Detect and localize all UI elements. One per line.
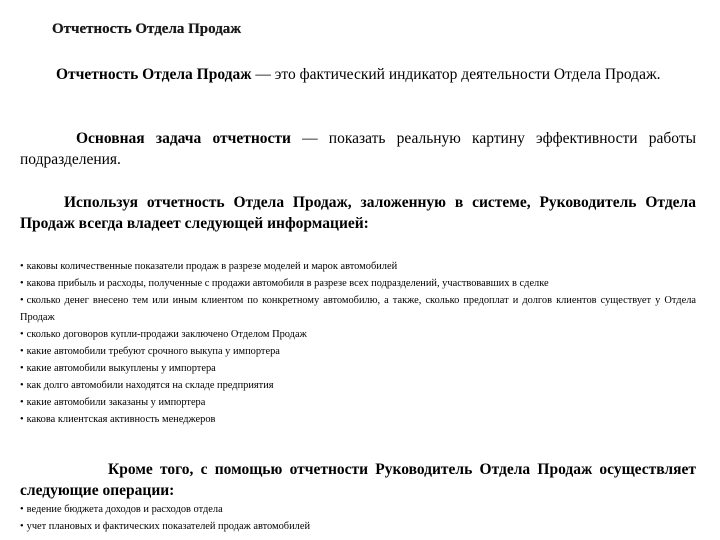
definition-term: Отчетность Отдела Продаж [56,66,252,83]
operations-list [20,501,696,535]
operations-intro-text: Кроме того, с помощью отчетности Руководитель Отдела Продаж осуществляет следующие операции: [20,461,696,499]
paragraph-operations-intro [20,459,696,501]
list-item: • какие автомобили заказаны у импортера [20,394,696,411]
list-item: • какова клиентская активность менеджеров [20,411,696,428]
list-item: • сколько денег внесено тем или иным клиентом по конкретному автомобилю, а также, сколько предоплат и долгов клиентов существует у Отдела Продаж [20,292,696,326]
list-item: • как долго автомобили находятся на складе предприятия [20,377,696,394]
paragraph-definition [20,64,696,85]
main-task-term: Основная задача отчетности [76,130,291,147]
definition-text: — это фактический индикатор деятельности Отдела Продаж. [251,66,661,83]
list-item: • ведение бюджета доходов и расходов отдела [20,501,696,518]
document-title: Отчетность Отдела Продаж [52,21,242,37]
info-list [20,258,696,428]
main-task-text: — показать реальную картину эффективности работы подразделения. [20,130,697,168]
list-item: • какие автомобили выкуплены у импортера [20,360,696,377]
list-item: • какие автомобили требуют срочного выкупа у импортера [20,343,696,360]
list-item: • какова прибыль и расходы, полученные с продажи автомобиля в разрезе всех подразделений, участвовавших в сделке [20,275,696,292]
paragraph-info-intro [20,192,696,234]
info-intro-text: Используя отчетность Отдела Продаж, заложенную в системе, Руководитель Отдела Продаж всегда владеет следующей информацией: [20,194,696,232]
list-item: • учет плановых и фактических показателей продаж автомобилей [20,518,696,535]
list-item: • каковы количественные показатели продаж в разрезе моделей и марок автомобилей [20,258,696,275]
paragraph-main-task [20,128,696,170]
list-item: • сколько договоров купли-продажи заключено Отделом Продаж [20,326,696,343]
